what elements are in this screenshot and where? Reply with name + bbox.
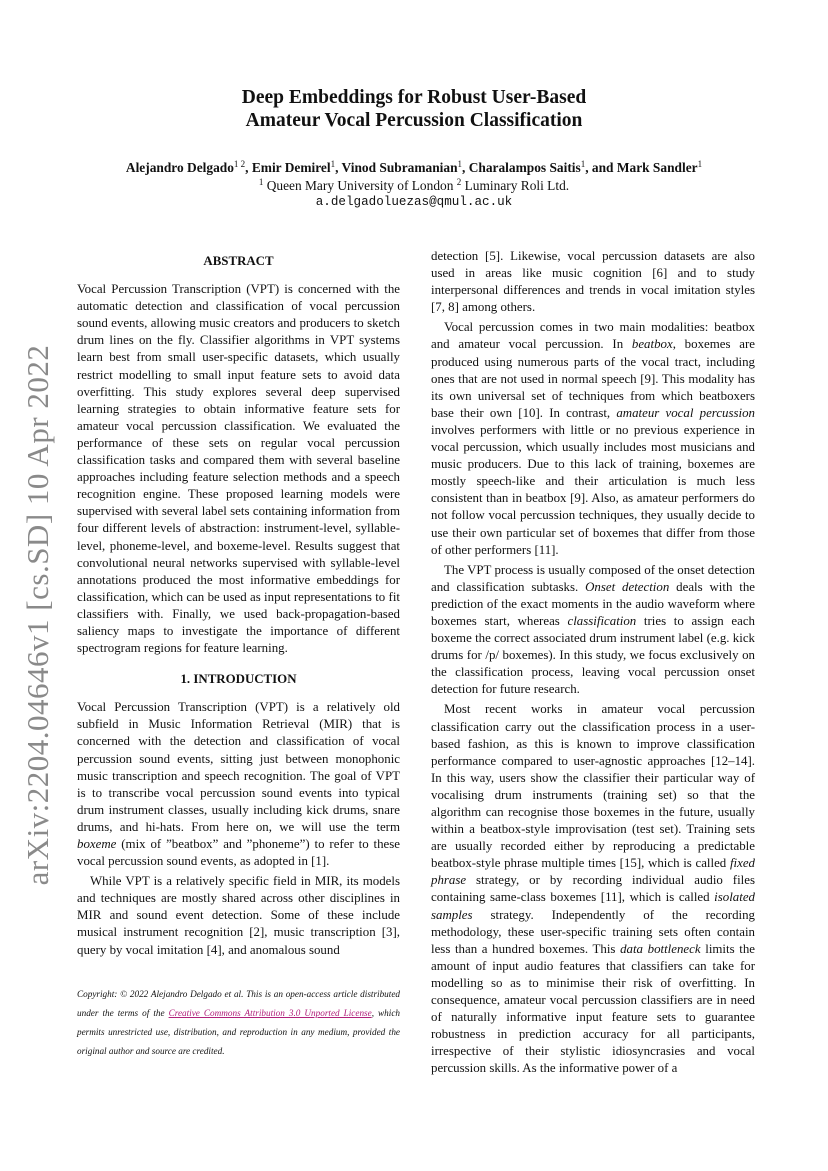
affil-sup: 1 xyxy=(258,177,264,187)
right-column xyxy=(431,248,755,1081)
paragraph-text: strategy. Independently of the recording methodology, these user-specific training sets often contain less than a hundred boxemes. This xyxy=(431,907,755,956)
emphasis: beatbox xyxy=(631,337,673,352)
paragraph xyxy=(431,701,755,1077)
paragraph: detection [5]. Likewise, vocal percussion datasets are also used in areas like music cognition [6] and to study interpersonal differences and trends in vocal imitation styles [7, 8] among others. xyxy=(431,249,755,315)
paragraph-text: , boxemes are produced using numerous parts of the vocal tract, including ones that are not used in normal speech [9]. This modality has its own universal set of techniques from which beatboxers base their own [10]. In contrast, xyxy=(431,337,755,420)
author-name: Mark Sandler xyxy=(616,160,698,175)
author-separator: , xyxy=(245,160,252,175)
paragraph-text: The VPT process is usually composed of the onset detection and classification subtasks. xyxy=(431,562,755,594)
affiliation-1: Queen Mary University of London xyxy=(263,178,457,193)
paragraph-text: strategy, or by recording individual audio files containing same-class boxemes [11], which is called xyxy=(431,873,755,905)
author-name: Alejandro Delgado xyxy=(125,160,234,175)
paragraph-text: (mix of ”beatbox” and ”phoneme”) to refer to these vocal percussion sound events, as adopted in [1]. xyxy=(77,837,400,869)
paragraph-text: Vocal Percussion Transcription (VPT) is a relatively old subfield in Music Information Retrieval (MIR) that is concerned with the detection and classification of vocal percussion sound events, sitting just between monophonic music transcription and speech recognition. The goal of VPT is to transcribe vocal percussion sound events into typical drum instrument classes, usually including kick drums, snare drums, and hi-hats. From here on, we will use the term xyxy=(77,700,400,834)
author-name: Vinod Subramanian xyxy=(341,160,458,175)
author-list xyxy=(0,159,828,177)
paragraph-text: deals with the prediction of the exact moments in the audio waveform where boxemes start, whereas xyxy=(431,579,756,628)
contact-email: a.delgadoluezas@qmul.ac.uk xyxy=(315,195,513,209)
section-heading-introduction: 1. INTRODUCTION xyxy=(180,672,297,687)
paragraph-text: tries to assign each boxeme the correct associated drum instrument label (e.g. kick drums for /p/ boxemes). In this study, we focus exclusively on the classification process, leaving vocal percussion onset detection for future research. xyxy=(431,613,756,697)
title-line-2: Amateur Vocal Percussion Classification xyxy=(245,110,583,131)
emphasis: amateur vocal percussion xyxy=(616,405,756,420)
copyright-text: , which permits unrestricted use, distribution, and reproduction in any medium, provided the original author and source are credited. xyxy=(77,1008,400,1056)
arxiv-sidebar-stamp xyxy=(10,344,65,886)
author-affil-sup: 1 xyxy=(697,159,703,169)
title-line-1: Deep Embeddings for Robust User-Based xyxy=(241,87,587,108)
paragraph xyxy=(431,319,755,558)
author-affil-sup: 1 xyxy=(580,159,586,169)
paragraph xyxy=(431,562,755,699)
emphasis: Onset detection xyxy=(585,579,670,594)
author-separator: , xyxy=(335,160,342,175)
author-separator: , and xyxy=(585,160,617,175)
affiliation-2: Luminary Roli Ltd. xyxy=(461,178,570,193)
emphasis: isolated samples xyxy=(431,890,755,922)
paragraph xyxy=(77,699,400,870)
affil-sup: 2 xyxy=(456,177,462,187)
emphasis: boxeme xyxy=(77,837,117,851)
left-column xyxy=(77,253,400,962)
author-name: Emir Demirel xyxy=(251,160,331,175)
emphasis: data bottleneck xyxy=(620,941,701,956)
paragraph-text: Most recent works in amateur vocal percussion classification carry out the classification process in a user-based fashion, as this is known to improve classification performance compared to user-agnostic approaches [12–14]. In this way, users show the classifier their particular way of vocalising drum instruments (training set) so that the algorithm can recognise those boxemes in the future, usually within a beatbox-style improvisation (test set). Training sets are usually recorded either by reproducing a predictable beatbox-style phrase multiple times [15], which is called xyxy=(431,702,755,871)
paragraph: While VPT is a relatively specific field in MIR, its models and techniques are mostly shared across other disciplines in MIR and sound event detection. Some of these include musical instrument recognition [2], music transcription [3], query by vocal imitation [4], and anomalous sound xyxy=(77,874,400,957)
author-affil-sup: 1 xyxy=(457,159,463,169)
abstract-text: Vocal Percussion Transcription (VPT) is concerned with the automatic detection and classification of vocal percussion sound events, allowing music creators and producers to sketch drum lines on the fly. Classifier algorithms in VPT systems learn best from small user-specific datasets, which usually restrict modelling to small input feature sets to avoid data overfitting. This study explores several deep supervised learning strategies to obtain informative feature sets for amateur vocal percussion classification. We evaluated the performance of these sets on regular vocal percussion classification tasks and compared them with several baseline approaches including feature selection methods and a speech recognition engine. These proposed learning models were supervised with several label sets containing information from four different levels of abstraction: instrument-level, syllable-level, phoneme-level, and boxeme-level. Results suggest that convolutional neural networks supervised with syllable-level annotations produced the most informative embeddings for classification, which can be used as input representations to fit classifiers with. Finally, we used back-propagation-based saliency maps to investigate the importance of different spectrogram regions for feature learning. xyxy=(77,282,400,656)
emphasis: fixed phrase xyxy=(431,856,755,888)
affiliations xyxy=(0,177,828,194)
emphasis: classification xyxy=(567,613,637,628)
paragraph-text: involves performers with little or no previous experience in vocal percussion, which usually includes most musicians and music producers. Due to this lack of training, boxemes are mostly speech-like and their articulation is much less consistent than in beatbox [9]. Also, as amateur performers do not follow vocal percussion techniques, they usually decide to use their own particular set of boxemes that differ from those of other performers [11]. xyxy=(431,422,755,557)
author-affil-sup: 1 2 xyxy=(233,159,246,169)
author-name: Charalampos Saitis xyxy=(468,160,581,175)
author-separator: , xyxy=(462,160,469,175)
paragraph-text: limits the amount of input audio features that classifiers can take for modelling so as to minimise their risk of overfitting. In consequence, amateur vocal percussion classifiers are in need of naturally informative input feature sets to guarantee robustness in prediction accuracy for all participants, irrespective of their stylistic idiosyncrasies and vocal percussion skills. As the informative power of a xyxy=(431,941,755,1076)
copyright-footnote xyxy=(77,985,400,1061)
paragraph-text: Vocal percussion comes in two main modalities: beatbox and amateur vocal percussion. In xyxy=(431,320,755,352)
copyright-text: Copyright: © 2022 Alejandro Delgado et al. This is an open-access article distributed under the terms of the xyxy=(77,989,400,1018)
license-link[interactable]: Creative Commons Attribution 3.0 Unported License xyxy=(168,1008,372,1018)
abstract-heading: ABSTRACT xyxy=(203,254,274,268)
arxiv-id: arXiv:2204.04646v1 [cs.SD] 10 Apr 2022 xyxy=(19,344,55,886)
author-affil-sup: 1 xyxy=(330,159,336,169)
paper-title xyxy=(0,86,828,132)
